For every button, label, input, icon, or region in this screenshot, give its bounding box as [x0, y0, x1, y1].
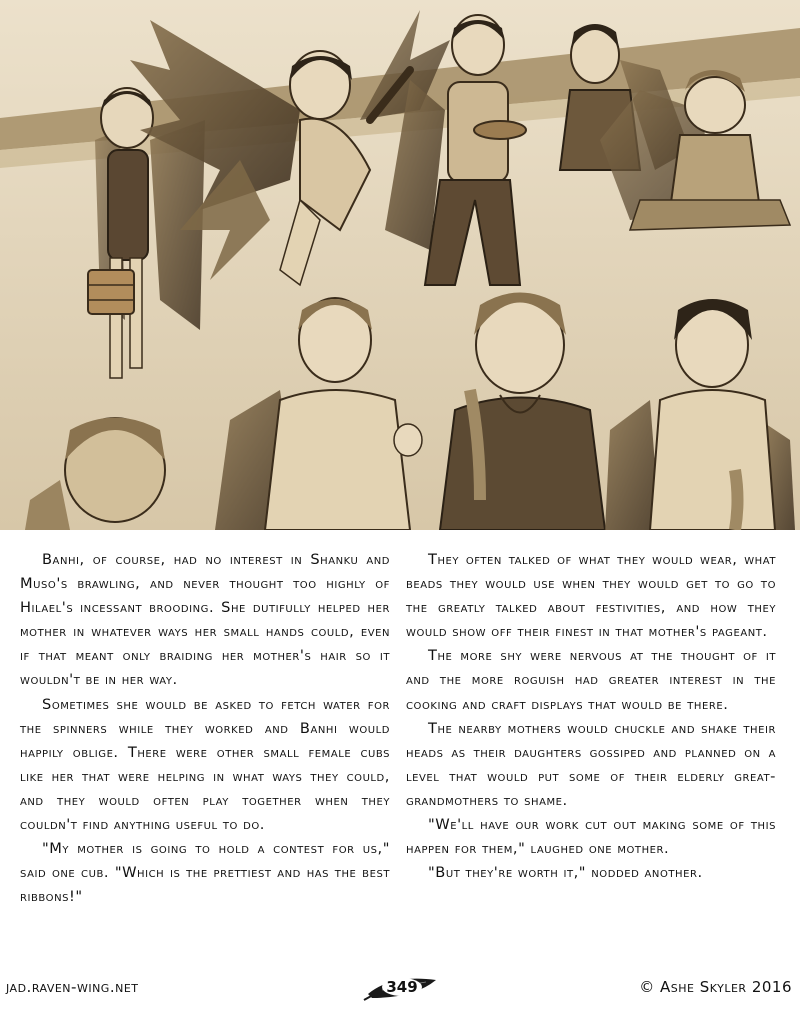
- text-column-right: [406, 548, 776, 885]
- paragraph: "We'll have our work cut out making some of this happen for them," laughed one mother.: [406, 816, 776, 858]
- page-number-badge: [362, 972, 440, 1002]
- paragraph: Sometimes she would be asked to fetch water for the spinners while they worked and Banhi would happily oblige. There were other small female cubs like her that were helping in what ways they could, and they would often play together when they couldn't find anything useful to do.: [20, 695, 390, 834]
- paragraph: "But they're worth it," nodded another.: [428, 864, 703, 882]
- copyright-notice: © Ashe Skyler 2016: [639, 978, 792, 996]
- paragraph: "My mother is going to hold a contest for us," said one cub. "Which is the prettiest and has the best ribbons!": [20, 840, 390, 906]
- page-number: 349: [386, 978, 418, 996]
- page-footer: [0, 972, 800, 1002]
- text-column-left: [20, 548, 390, 909]
- paragraph: Banhi, of course, had no interest in Shanku and Muso's brawling, and never thought too highly of Hilael's incessant brooding. She dutifully helped her mother in whatever ways her small hands could, even if that meant only braiding her mother's hair so it wouldn't be in her way.: [20, 551, 390, 689]
- site-url: jad.raven-wing.net: [6, 978, 139, 996]
- paragraph: They often talked of what they would wear, what beads they would use when they would get to go to the greatly talked about festivities, and how they would show off their finest in that mother's pageant.: [406, 551, 776, 641]
- story-text: [20, 548, 790, 958]
- paragraph: The nearby mothers would chuckle and shake their heads as their daughters gossiped and planned on a level that would put some of their elderly great-grandmothers to shame.: [406, 719, 776, 809]
- paragraph: The more shy were nervous at the thought of it and the more roguish had greater interest in the cooking and craft displays that would be there.: [406, 647, 776, 713]
